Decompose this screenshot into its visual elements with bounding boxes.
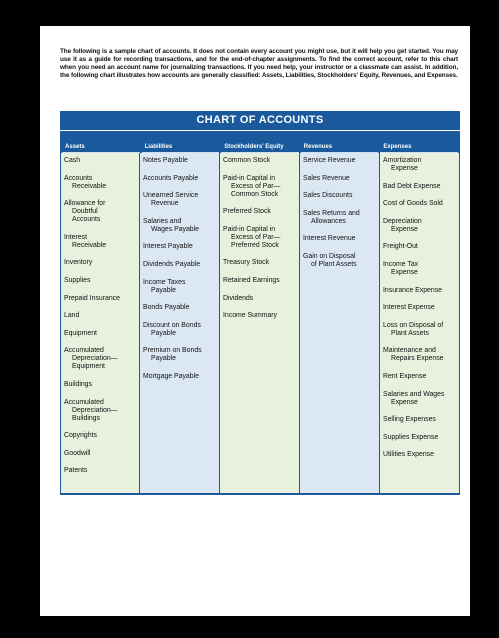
account-item-text: Payable [151,286,176,294]
account-item [143,192,216,208]
account-item [143,175,216,183]
account-item [303,235,376,243]
account-item [143,347,216,363]
account-item-text: Receivable [72,182,107,190]
account-item-text: Interest Expense [383,304,435,312]
account-item-text: Patents [64,467,88,475]
account-item [64,330,136,338]
chart-of-accounts [60,111,460,495]
document-page [40,26,470,616]
intro-paragraph: The following is a sample chart of accounts. It does not contain every account you might use, but it will help you get started. You may use it as a guide for recording transactions, and for the end-of-chapter assignments. To find the correct account, refer to this chart when you need an account name for journalizing transactions. If you need help, your instructor or a classmate can assist. In addition, the following chart illustrates how accounts are generally classified: Assets, Liabilities, Stockholders' Equity, Revenues, and Expenses. [60,48,458,80]
account-item [303,175,376,183]
account-item-text: Receivable [72,241,107,249]
account-item [64,399,136,423]
account-item-text: Equipment [72,363,105,371]
account-item [64,259,136,267]
account-item-text: Interest Payable [143,243,193,251]
account-item-text: Sales Revenue [303,174,350,182]
account-item-text: Rent Expense [383,372,427,380]
account-item-text: Salaries and [143,217,182,225]
account-item-text: Income Taxes [143,278,186,286]
account-item-text: Depreciation— [72,355,118,363]
account-item-text: Insurance Expense [383,286,442,294]
account-item-text: Expense [391,268,418,276]
account-item [143,157,216,165]
account-item-text: Revenue [151,200,179,208]
account-item [383,200,456,208]
account-item-text: Preferred Stock [231,241,279,249]
account-item [64,277,136,285]
account-item [223,157,296,165]
account-item-text: Unearned Service [143,192,199,200]
account-item [303,157,376,165]
account-item-text: Mortgage Payable [143,372,199,380]
account-item-text: Expense [391,398,418,406]
account-item [64,347,136,371]
account-item [383,261,456,277]
account-item-text: Bonds Payable [143,304,190,312]
account-item [383,304,456,312]
account-item-text: of Plant Assets [311,260,357,268]
account-item-text: Gain on Disposal [303,252,356,260]
account-item-text: Income Tax [383,260,419,268]
account-item [64,432,136,440]
account-item [223,277,296,285]
account-item-text: Salaries and Wages [383,390,445,398]
liabilities-column [140,153,220,493]
header-stockholders-equity: Stockholders' Equity [221,131,299,153]
column-headers [60,131,460,153]
account-item-text: Accounts [72,216,101,224]
account-item [303,210,376,226]
account-item [383,434,456,442]
account-item-text: Expense [391,165,418,172]
account-item-text: Allowance for [64,200,106,208]
header-expenses: Expenses [380,131,458,153]
account-item-text: Plant Assets [391,329,429,337]
account-item [383,157,456,173]
account-item-text: Sales Discounts [303,192,353,200]
assets-column [60,153,140,493]
account-item-text: Treasury Stock [223,259,270,267]
account-item-text: Cash [64,157,81,164]
account-item [64,467,136,475]
account-item [383,451,456,459]
account-item [64,312,136,320]
chart-title: CHART OF ACCOUNTS [60,111,460,130]
account-item-text: Allowances [311,217,346,225]
account-item-text: Buildings [72,414,100,422]
account-item [303,192,376,200]
account-item [143,218,216,234]
account-item [383,287,456,295]
account-item-text: Accumulated [64,347,104,355]
account-item-text: Land [64,312,80,320]
account-item-text: Retained Earnings [223,276,280,284]
account-item-text: Dividends [223,294,254,302]
account-item-text: Copyrights [64,432,97,440]
account-item-text: Common Stock [231,190,279,198]
account-item [223,226,296,250]
account-item [383,218,456,234]
bottom-rule [60,493,460,495]
account-item-text: Payable [151,355,176,363]
account-item-text: Prepaid Insurance [64,294,120,302]
account-item-text: Utilities Expense [383,451,434,459]
account-item [383,416,456,424]
account-item-text: Dividends Payable [143,260,201,268]
account-item-text: Income Summary [223,312,277,320]
accounts-body [60,153,460,493]
account-item [383,183,456,191]
header-assets: Assets [62,131,140,153]
account-item-text: Excess of Par— [231,233,281,241]
account-item-text: Accounts Payable [143,174,199,182]
account-item-text: Excess of Par— [231,182,281,190]
account-item-text: Wages Payable [151,225,200,233]
account-item-text: Amortization [383,157,422,164]
account-item-text: Depreciation [383,217,422,225]
header-revenues: Revenues [301,131,379,153]
account-item-text: Selling Expenses [383,416,436,424]
account-item-text: Inventory [64,259,93,267]
account-item [383,391,456,407]
account-item-text: Expense [391,225,418,233]
account-item [64,157,136,165]
account-item-text: Doubtful [72,208,98,216]
account-item-text: Loss on Disposal of [383,321,444,329]
account-item [143,261,216,269]
account-item-text: Sales Returns and [303,209,360,217]
account-item [223,312,296,320]
revenues-column [300,153,380,493]
account-item [64,381,136,389]
account-item-text: Interest Revenue [303,235,356,243]
account-item-text: Payable [151,329,176,337]
account-item [143,279,216,295]
account-item [64,295,136,303]
account-item [64,175,136,191]
account-item [383,322,456,338]
account-item [303,253,376,269]
account-item [143,322,216,338]
account-item [223,208,296,216]
account-item [223,259,296,267]
account-item-text: Interest [64,233,87,241]
account-item-text: Repairs Expense [391,355,444,363]
account-item [64,450,136,458]
account-item-text: Accumulated [64,398,104,406]
header-liabilities: Liabilities [142,131,220,153]
account-item-text: Cost of Goods Sold [383,200,443,208]
account-item [143,243,216,251]
account-item-text: Buildings [64,380,92,388]
account-item [383,243,456,251]
stockholders-equity-column [220,153,300,493]
account-item [383,373,456,381]
account-item-text: Supplies [64,276,91,284]
account-item [143,373,216,381]
account-item [64,200,136,224]
account-item-text: Paid-in Capital in [223,225,276,233]
account-item-text: Accounts [64,174,93,182]
account-item-text: Depreciation— [72,406,118,414]
account-item-text: Bad Debt Expense [383,182,441,190]
account-item [143,304,216,312]
account-item [223,175,296,199]
account-item-text: Preferred Stock [223,208,271,216]
account-item-text: Premium on Bonds [143,347,202,355]
account-item-text: Freight-Out [383,243,418,251]
account-item-text: Discount on Bonds [143,321,201,329]
account-item [383,347,456,363]
account-item [223,295,296,303]
account-item [64,234,136,250]
account-item-text: Paid-in Capital in [223,174,276,182]
expenses-column [380,153,460,493]
account-item-text: Supplies Expense [383,433,439,441]
account-item-text: Service Revenue [303,157,356,164]
account-item-text: Common Stock [223,157,271,164]
account-item-text: Notes Payable [143,157,188,164]
account-item-text: Maintenance and [383,347,436,355]
account-item-text: Equipment [64,329,97,337]
account-item-text: Goodwill [64,449,91,457]
